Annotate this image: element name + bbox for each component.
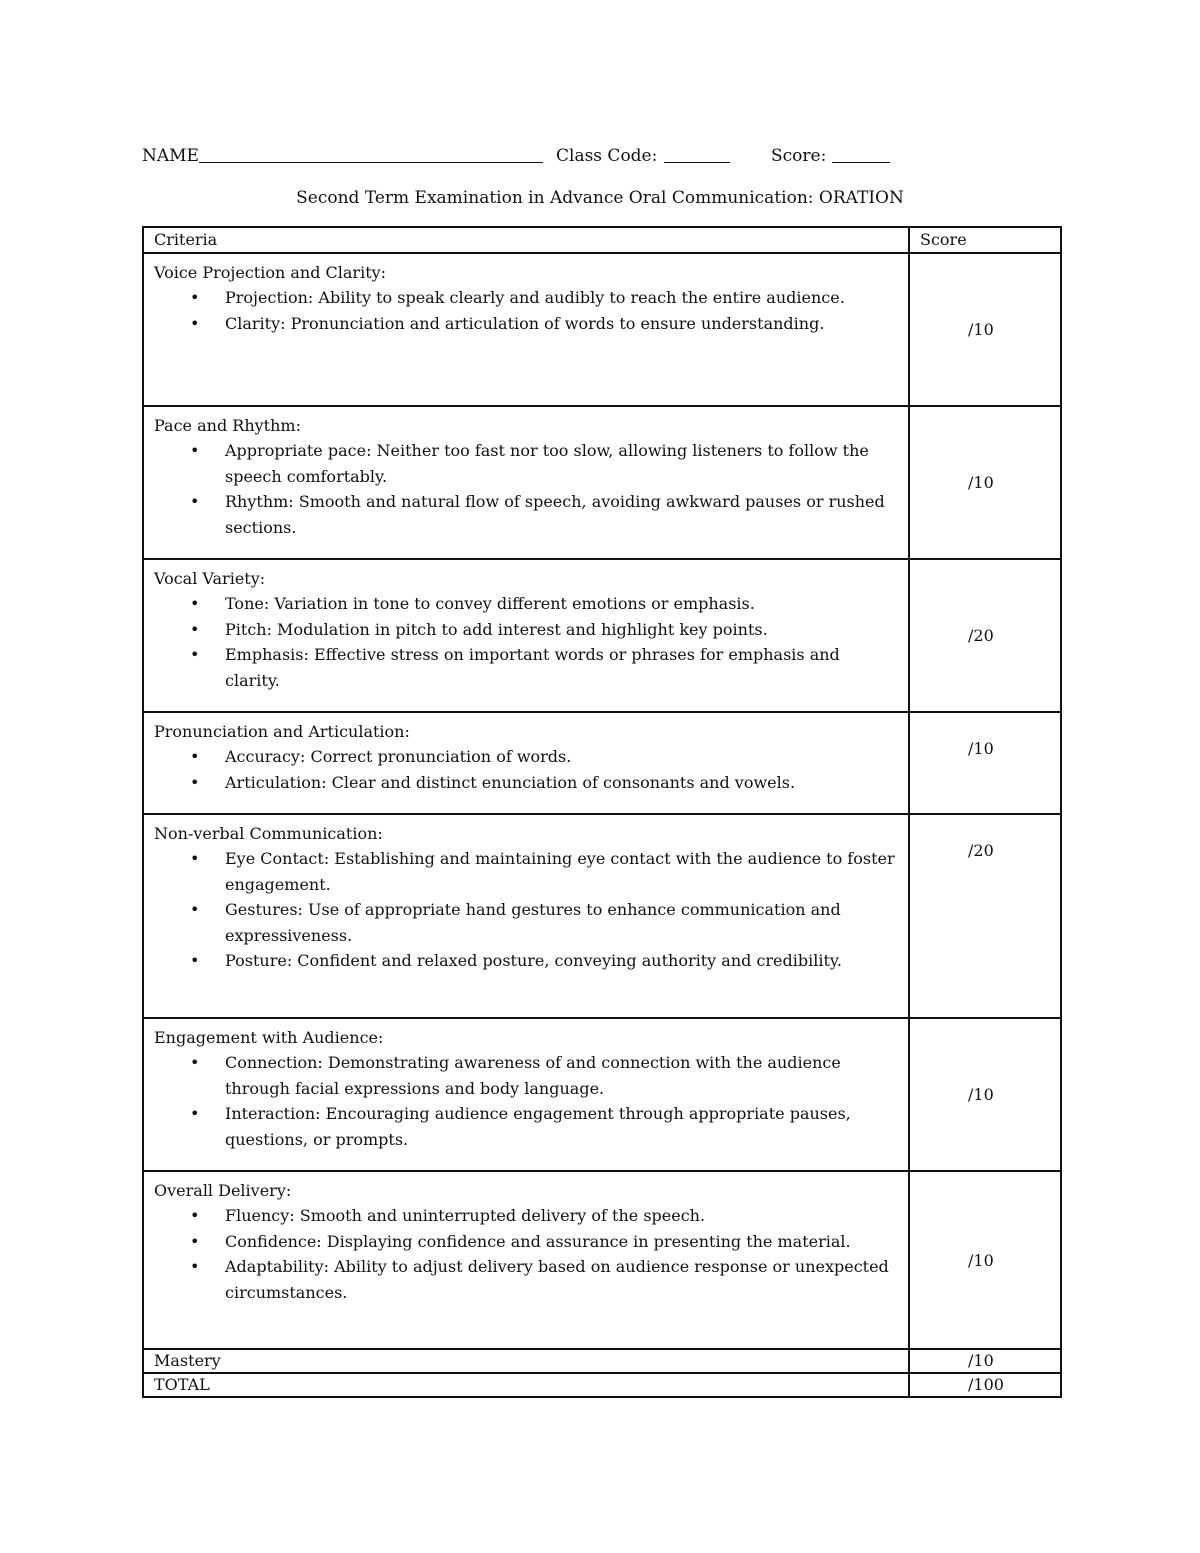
list-item: • Adaptability: Ability to adjust delivery based on audience response or unexpected circumstances.: [154, 1254, 898, 1305]
bullet-icon: •: [190, 900, 200, 919]
score-cell[interactable]: /10: [909, 1018, 1061, 1171]
score-cell[interactable]: /20: [909, 559, 1061, 712]
list-item: • Pitch: Modulation in pitch to add interest and highlight key points.: [154, 617, 898, 643]
list-item: • Fluency: Smooth and uninterrupted delivery of the speech.: [154, 1203, 898, 1229]
table-row: [143, 814, 1061, 1018]
class-code-label: Class Code:: [556, 146, 658, 166]
mastery-row: [143, 1349, 1061, 1373]
criteria-cell: [143, 406, 909, 559]
criterion-title: Engagement with Audience:: [154, 1028, 384, 1047]
list-item: • Accuracy: Correct pronunciation of words.: [154, 744, 898, 770]
total-score[interactable]: /100: [909, 1373, 1061, 1397]
table-row: [143, 1171, 1061, 1349]
list-item: • Appropriate pace: Neither too fast nor too slow, allowing listeners to follow the speech comfortably.: [154, 438, 898, 489]
mastery-label: Mastery: [143, 1349, 909, 1373]
bullet-icon: •: [190, 747, 200, 766]
criteria-cell: [143, 814, 909, 1018]
bullet-icon: •: [190, 492, 200, 511]
bullet-icon: •: [190, 288, 200, 307]
list-item: • Interaction: Encouraging audience engagement through appropriate pauses, questions, or prompts.: [154, 1101, 898, 1152]
rubric-table: [142, 226, 1062, 1398]
score-header: Score: [909, 227, 1061, 253]
table-row: [143, 406, 1061, 559]
criterion-title: Vocal Variety:: [154, 569, 266, 588]
criteria-cell: [143, 253, 909, 406]
total-label: TOTAL: [143, 1373, 909, 1397]
page-title: Second Term Examination in Advance Oral Communication: ORATION: [296, 188, 904, 208]
list-item: • Emphasis: Effective stress on important words or phrases for emphasis and clarity.: [154, 642, 898, 693]
total-row: [143, 1373, 1061, 1397]
criterion-title: Voice Projection and Clarity:: [154, 263, 387, 282]
bullet-icon: •: [190, 1104, 200, 1123]
score-cell[interactable]: /10: [909, 253, 1061, 406]
score-field[interactable]: [832, 162, 890, 163]
table-row: [143, 559, 1061, 712]
bullet-icon: •: [190, 645, 200, 664]
score-cell[interactable]: /10: [909, 1171, 1061, 1349]
name-label: NAME: [142, 146, 199, 166]
bullet-icon: •: [190, 849, 200, 868]
bullet-icon: •: [190, 951, 200, 970]
class-code-field[interactable]: [664, 162, 730, 163]
criteria-cell: [143, 1171, 909, 1349]
header-fields: [142, 144, 902, 168]
score-label: Score:: [771, 146, 827, 166]
table-header-row: [143, 227, 1061, 253]
list-item: • Rhythm: Smooth and natural flow of speech, avoiding awkward pauses or rushed sections.: [154, 489, 898, 540]
criteria-cell: [143, 1018, 909, 1171]
bullet-icon: •: [190, 1231, 200, 1251]
criterion-title: Non-verbal Communication:: [154, 824, 383, 843]
score-cell[interactable]: /20: [909, 814, 1061, 1018]
list-item: • Tone: Variation in tone to convey different emotions or emphasis.: [154, 591, 898, 617]
list-item: • Projection: Ability to speak clearly and audibly to reach the entire audience.: [154, 285, 898, 311]
list-item: • Connection: Demonstrating awareness of and connection with the audience through facial expressions and body language.: [154, 1050, 898, 1101]
mastery-score[interactable]: /10: [909, 1349, 1061, 1373]
table-row: [143, 253, 1061, 406]
name-field[interactable]: [199, 162, 543, 163]
list-item: • Clarity: Pronunciation and articulation of words to ensure understanding.: [154, 311, 898, 337]
score-cell[interactable]: /10: [909, 406, 1061, 559]
score-cell[interactable]: /10: [909, 712, 1061, 814]
bullet-icon: •: [190, 772, 200, 792]
table-row: [143, 1018, 1061, 1171]
table-row: [143, 712, 1061, 814]
bullet-icon: •: [190, 1257, 200, 1276]
criterion-title: Pronunciation and Articulation:: [154, 722, 410, 741]
list-item: • Gestures: Use of appropriate hand gestures to enhance communication and expressiveness.: [154, 897, 898, 948]
list-item: • Posture: Confident and relaxed posture, conveying authority and credibility.: [154, 948, 898, 974]
bullet-icon: •: [190, 619, 200, 639]
criteria-cell: [143, 559, 909, 712]
criterion-title: Overall Delivery:: [154, 1181, 292, 1200]
bullet-icon: •: [190, 1053, 200, 1072]
list-item: • Eye Contact: Establishing and maintaining eye contact with the audience to foster engagement.: [154, 846, 898, 897]
bullet-icon: •: [190, 313, 200, 333]
bullet-icon: •: [190, 1206, 200, 1225]
criterion-title: Pace and Rhythm:: [154, 416, 301, 435]
list-item: • Confidence: Displaying confidence and assurance in presenting the material.: [154, 1229, 898, 1255]
bullet-icon: •: [190, 594, 200, 613]
list-item: • Articulation: Clear and distinct enunciation of consonants and vowels.: [154, 770, 898, 796]
bullet-icon: •: [190, 441, 200, 460]
criteria-header: Criteria: [143, 227, 909, 253]
criteria-cell: [143, 712, 909, 814]
